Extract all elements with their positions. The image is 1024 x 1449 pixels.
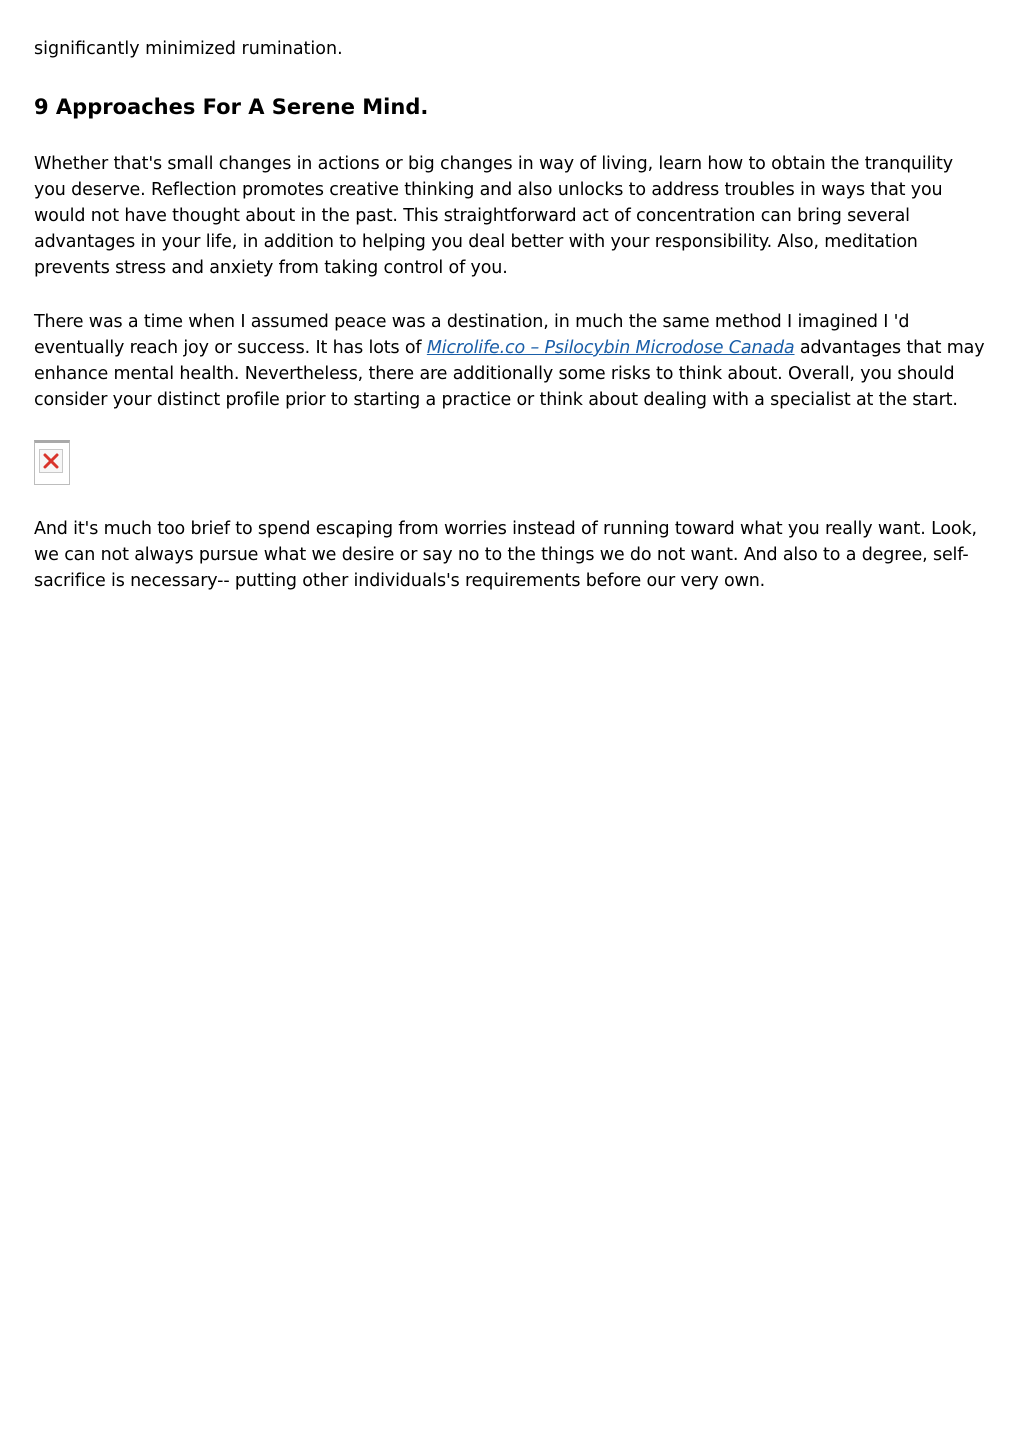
paragraph-3: And it's much too brief to spend escaping from worries instead of running toward what you really want. Look, we can not always pursue what we desire or say no to the things we do not want. And also to a degree, self-sacrifice is necessary-- putting other individuals's requirements before our very own. [34, 519, 977, 591]
paragraph-1: Whether that's small changes in actions or big changes in way of living, learn how to obtain the tranquility you deserve. Reflection promotes creative thinking and also unlocks to address troubles in ways that you would not have thought about in the past. This straightforward act of concentration can bring several advantages in your life, in addition to helping you deal better with your responsibility. Also, meditation prevents stress and anxiety from taking control of you. [34, 154, 953, 278]
paragraph-2-after-link: advantages that may enhance mental health. Nevertheless, there are additionally some risks to think about. Overall, you should consider your distinct profile prior to starting a practice or think about dealing with a specialist at the start. [34, 338, 985, 410]
broken-image-icon [43, 453, 59, 469]
broken-image [34, 440, 70, 485]
paragraph-2-before-link: There was a time when I assumed peace was a destination, in much the same method I imagined I 'd eventually reach joy or success. It has lots of [34, 312, 910, 358]
broken-image-frame [39, 449, 63, 473]
paragraph-2 [34, 309, 990, 413]
lead-text: significantly minimized rumination. [34, 39, 343, 59]
section-heading: 9 Approaches For A Serene Mind. [34, 95, 429, 119]
microlife-link[interactable]: Microlife.co – Psilocybin Microdose Canada [426, 338, 795, 358]
